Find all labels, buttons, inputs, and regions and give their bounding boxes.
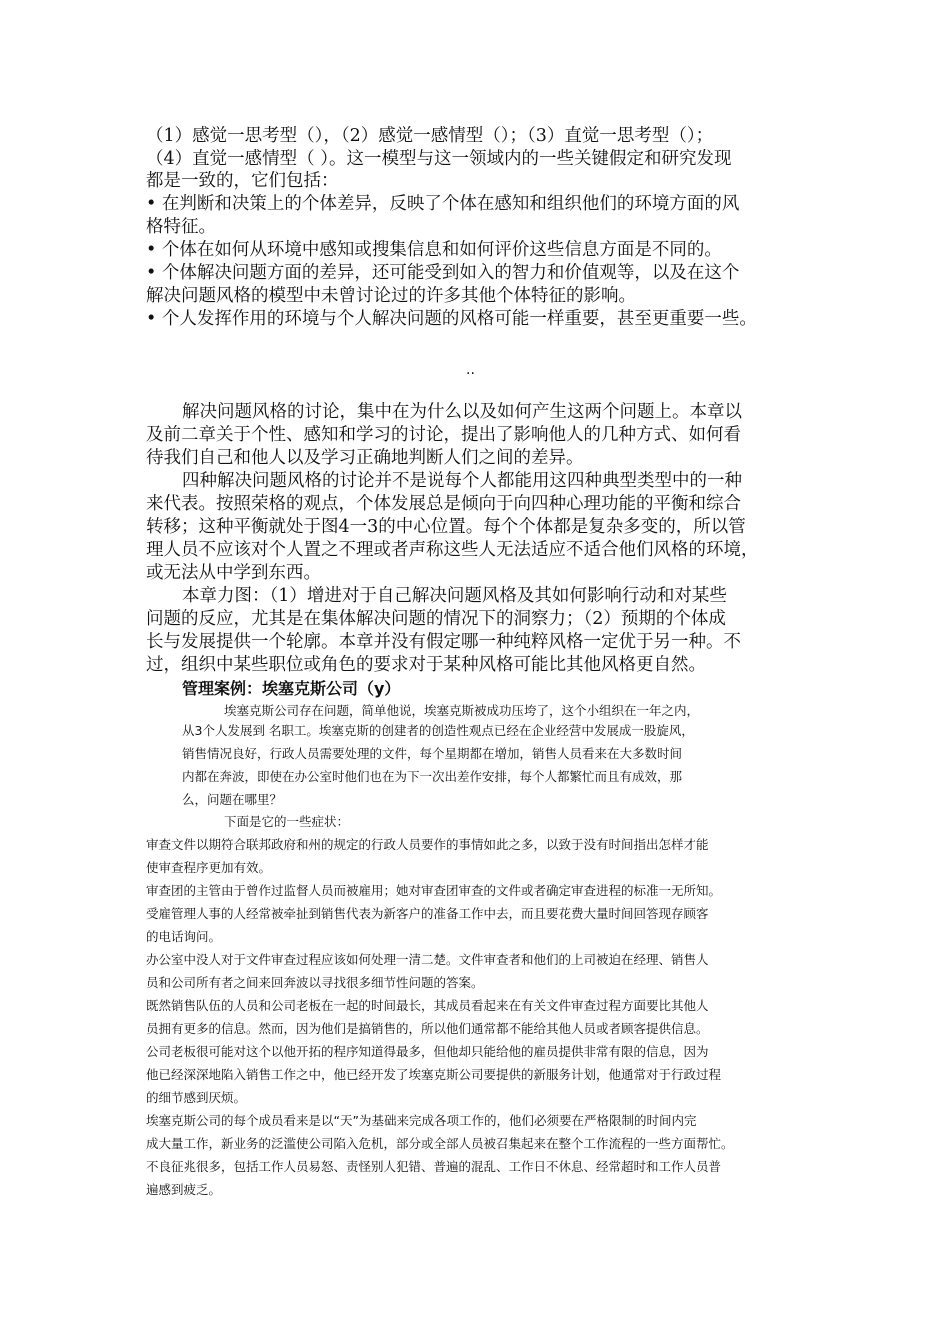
case-intro-line-4: 内都在奔波，即使在办公室时他们也在为下一次出差作安排，每个人都繁忙而且有成效，那 (182, 769, 683, 784)
para1-line-1: 解决问题风格的讨论，集中在为什么以及如何产生这两个问题上。本章以 (182, 402, 742, 422)
para2-line-3: 转移；这种平衡就处于图4一3的中心位置。每个个体都是复杂多变的，所以管 (146, 517, 746, 537)
para3-line-2: 问题的反应，尤其是在集体解决问题的情况下的洞察力；（2）预期的个体成 (146, 609, 726, 629)
symptom-line-7: 员和公司所有者之间来回奔波以寻找很多细节性问题的答案。 (146, 975, 484, 990)
symptom-line-4: 受雇管理人事的人经常被牵扯到销售代表为新客户的准备工作中去，而且要花费大量时间回答现存顾客 (146, 906, 709, 921)
para3-line-4: 过，组织中某些职位或角色的要求对于某种风格可能比其他风格更自然。 (146, 655, 706, 675)
para2-line-4: 理人员不应该对个人置之不理或者声称这些人无法适应不适合他们风格的环境， (146, 540, 759, 560)
para3-line-3: 长与发展提供一个轮廓。本章并没有假定哪一种纯粹风格一定优于另一种。不 (146, 632, 741, 652)
symptom-line-14: 成大量工作，新业务的泛滥使公司陷入危机，部分或全部人员被召集起来在整个工作流程的一些方面帮忙。 (146, 1136, 734, 1151)
para2-line-1: 四种解决问题风格的讨论并不是说每个人都能用这四种典型类型中的一种 (182, 471, 742, 491)
bullet-line-4: • 个人发挥作用的环境与个人解决问题的风格可能一样重要，甚至更重要一些。 (146, 309, 757, 329)
top-line-1: （1）感觉一思考型（），（2）感觉一感情型（）；（3）直觉一思考型（）； (146, 126, 714, 146)
case-intro-line-1: 埃塞克斯公司存在问题，简单他说，埃塞克斯被成功压垮了，这个小组织在一年之内， (224, 703, 700, 718)
symptom-line-15: 不良征兆很多，包括工作人员易怒、责怪别人犯错、普遍的混乱、工作日不休息、经常超时和工作人员普 (146, 1159, 722, 1174)
top-line-2: （4）直觉一感情型（ ）。这一模型与这一领域内的一些关键假定和研究发现 (146, 149, 732, 169)
symptom-line-10: 公司老板很可能对这个以他开拓的程序知道得最多，但他却只能给他的雇员提供非常有限的信息，因为 (146, 1044, 709, 1059)
para2-line-5: 或无法从中学到东西。 (146, 563, 321, 583)
symptom-line-5: 的电话询问。 (146, 929, 222, 944)
case-intro-line-3: 销售情况良好，行政人员需要处理的文件，每个星期都在增加，销售人员看来在大多数时间 (182, 746, 683, 761)
symptom-line-1: 审查文件以期符合联邦政府和州的规定的行政人员要作的事情如此之多，以致于没有时间指出怎样才能 (146, 837, 709, 852)
para3-line-1: 本章力图：（1）增进对于自己解决问题风格及其如何影响行动和对某些 (182, 586, 727, 606)
symptom-line-3: 审查团的主管由于曾作过监督人员而被雇用；她对审查团审查的文件或者确定审查进程的标准一无所知。 (146, 883, 722, 898)
bullet-line-2: • 个体在如何从环境中感知或搜集信息和如何评价这些信息方面是不同的。 (146, 240, 722, 260)
bullet-line-1: • 在判断和决策上的个体差异，反映了个体在感知和组织他们的环境方面的风 (146, 194, 740, 214)
para2-line-2: 来代表。按照荣格的观点，个体发展总是倾向于向四种心理功能的平衡和综合 (146, 494, 741, 514)
case-intro-line-5: 么，问题在哪里？ (182, 792, 283, 807)
para1-line-2: 及前二章关于个性、感知和学习的讨论，提出了影响他人的几种方式、如何看 (146, 425, 741, 445)
symptom-line-16: 遍感到疲乏。 (146, 1182, 222, 1197)
symptom-line-12: 的细节感到厌烦。 (146, 1090, 247, 1105)
symptom-line-13: 埃塞克斯公司的每个成员看来是以“天”为基础来完成各项工作的，他们必须要在严格限制的时间内完 (146, 1113, 697, 1128)
case-title: 管理案例：埃塞克斯公司（y） (182, 679, 401, 698)
symptom-line-2: 使审查程序更加有效。 (146, 860, 272, 875)
symptom-line-8: 既然销售队伍的人员和公司老板在一起的时间最长，其成员看起来在有关文件审查过程方面要比其他人 (146, 998, 709, 1013)
bullet-line-1-cont: 格特征。 (146, 217, 216, 237)
bullet-line-3-cont: 解决问题风格的模型中未曾讨论过的许多其他个体特征的影响。 (146, 286, 636, 306)
symptom-line-9: 员拥有更多的信息。然而，因为他们是搞销售的，所以他们通常都不能给其他人员或者顾客提供信息。 (146, 1021, 709, 1036)
separator-dots: .. (466, 362, 475, 378)
symptom-line-6: 办公室中没人对于文件审查过程应该如何处理一清二楚。文件审查者和他们的上司被迫在经理、销售人 (146, 952, 709, 967)
top-line-3: 都是一致的，它们包括： (146, 171, 339, 191)
bullet-line-3: • 个体解决问题方面的差异，还可能受到如入的智力和价值观等，以及在这个 (146, 263, 740, 283)
case-intro-line-6: 下面是它的一些症状： (224, 814, 350, 829)
symptom-line-11: 他已经深深地陷入销售工作之中，他已经开发了埃塞克斯公司要提供的新服务计划，他通常对于行政过程 (146, 1067, 722, 1082)
case-intro-line-2: 从3个人发展到 名职工。埃塞克斯的创建者的创造性观点已经在企业经营中发展成一股旋风， (182, 723, 694, 738)
para1-line-3: 待我们自己和他人以及学习正确地判断人们之间的差异。 (146, 448, 584, 468)
